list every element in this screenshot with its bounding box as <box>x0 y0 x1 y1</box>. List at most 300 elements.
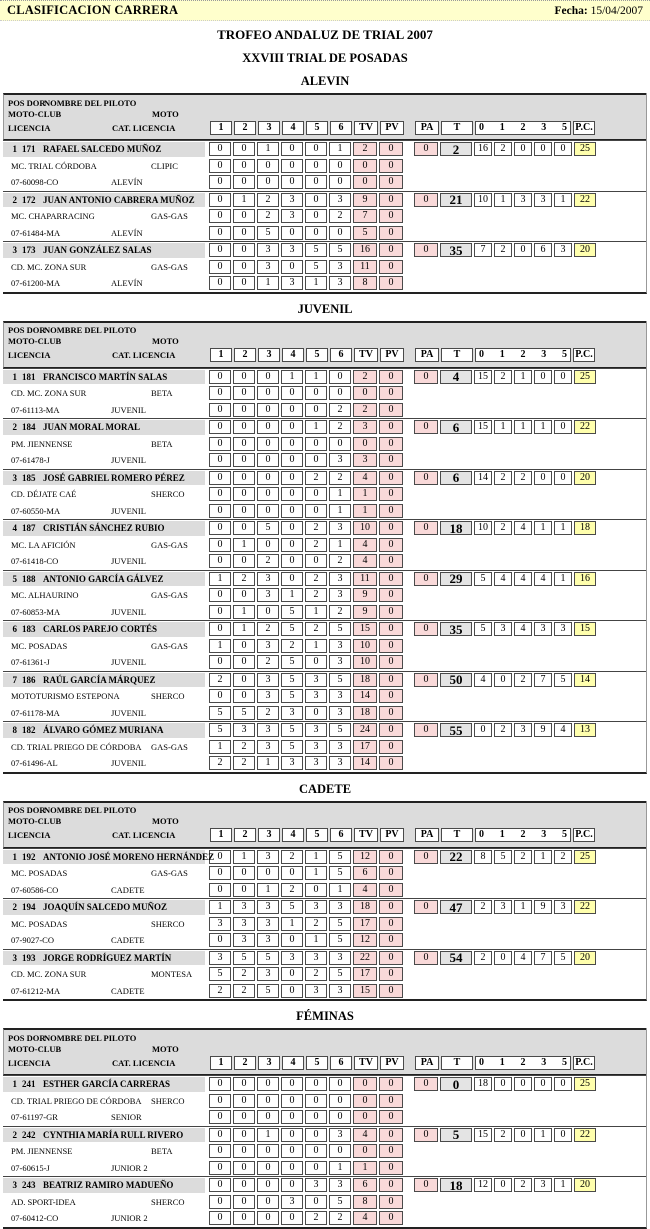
rider-licencia-line <box>3 174 646 191</box>
score-cell: 5 <box>329 673 351 687</box>
total-cell: 18 <box>440 1178 472 1192</box>
score-cell: 0 <box>281 1128 303 1142</box>
score-cell: 1 <box>281 588 303 602</box>
pa-cell: 0 <box>414 243 438 257</box>
score-cell: 3 <box>329 588 351 602</box>
rider-licencia-left <box>3 1109 209 1126</box>
pv-cell: 0 <box>379 1094 403 1108</box>
header-line-3 <box>4 119 646 136</box>
count-cell: 4 <box>514 521 532 535</box>
rider-club: MC. CHAPARRACING <box>11 211 95 222</box>
score-cell: 0 <box>233 673 255 687</box>
score-cell: 0 <box>305 1195 327 1209</box>
col-label-nombre: NOMBRE DEL PILOTO <box>44 1032 137 1043</box>
score-cell: 3 <box>257 588 279 602</box>
score-cell: 2 <box>233 984 255 998</box>
rider-row <box>3 191 646 242</box>
col-header-t: T <box>441 828 473 842</box>
total-cell: 22 <box>440 850 472 864</box>
count-cell: 10 <box>474 521 492 535</box>
col-label-moto-club: MOTO-CLUB <box>8 336 62 346</box>
count-cell: 14 <box>474 471 492 485</box>
score-cell: 3 <box>257 572 279 586</box>
tv-cell: 0 <box>353 437 377 451</box>
score-cell: 5 <box>281 740 303 754</box>
tv-cell: 4 <box>353 1211 377 1225</box>
score-cell: 0 <box>209 622 231 636</box>
rider-row <box>3 241 646 292</box>
col-header-tv: TV <box>354 1056 378 1070</box>
score-cell: 5 <box>281 655 303 669</box>
score-cell: 0 <box>209 453 231 467</box>
rider-licencia-left <box>3 654 209 671</box>
count-cell: 1 <box>514 900 532 914</box>
score-cell: 1 <box>329 487 351 501</box>
rider-cat-licencia: CADETE <box>111 935 145 946</box>
score-cell: 3 <box>329 900 351 914</box>
score-cell: 0 <box>281 967 303 981</box>
score-cell: 3 <box>329 639 351 653</box>
rider-club-left <box>3 1194 209 1211</box>
score-cell: 2 <box>209 673 231 687</box>
score-cell: 3 <box>281 706 303 720</box>
rider-licencia-left <box>3 983 209 1000</box>
tv-cell: 10 <box>353 521 377 535</box>
col-label-cat-licencia: CAT. LICENCIA <box>112 350 176 360</box>
rider-club-left <box>3 966 209 983</box>
rider-main-line <box>3 571 646 588</box>
count-cell: 0 <box>554 420 572 434</box>
score-cell: 0 <box>233 276 255 290</box>
col-header-section-2: 2 <box>234 121 256 135</box>
count-cell: 3 <box>514 723 532 737</box>
score-cell: 0 <box>233 370 255 384</box>
pv-cell: 0 <box>379 142 403 156</box>
tv-cell: 12 <box>353 933 377 947</box>
rider-licencia-left <box>3 1160 209 1177</box>
col-header-section-5: 5 <box>306 1056 328 1070</box>
score-cell: 3 <box>329 706 351 720</box>
score-cell: 5 <box>257 951 279 965</box>
score-cell: 0 <box>233 1110 255 1124</box>
score-cell: 0 <box>305 1128 327 1142</box>
pa-cell: 0 <box>414 142 438 156</box>
score-cell: 1 <box>257 276 279 290</box>
score-cell: 0 <box>281 159 303 173</box>
rider-club: PM. JIENNENSE <box>11 1146 73 1157</box>
pv-cell: 0 <box>379 471 403 485</box>
score-cell: 1 <box>209 572 231 586</box>
score-cell: 2 <box>281 850 303 864</box>
rider-club: CD. DÉJATE CAÉ <box>11 489 77 500</box>
rider-moto: GAS-GAS <box>151 539 188 550</box>
score-cell: 3 <box>257 723 279 737</box>
event-title: TROFEO ANDALUZ DE TRIAL 2007 <box>217 27 433 42</box>
header-left <box>4 830 210 841</box>
rider-club-line <box>3 1194 646 1211</box>
count-cell: 2 <box>514 471 532 485</box>
rider-pos: 1 <box>12 371 17 382</box>
score-cell: 0 <box>329 226 351 240</box>
count-col-header: 1 <box>499 121 505 133</box>
score-cell: 0 <box>233 1144 255 1158</box>
score-cell: 3 <box>257 673 279 687</box>
count-cell: 7 <box>474 243 492 257</box>
score-cell: 0 <box>233 1178 255 1192</box>
pa-cell: 0 <box>414 622 438 636</box>
rider-licencia-left <box>3 1210 209 1227</box>
col-header-section-3: 3 <box>258 121 280 135</box>
pv-cell: 0 <box>379 756 403 770</box>
score-cell: 1 <box>209 740 231 754</box>
score-cell: 2 <box>329 403 351 417</box>
count-cell: 4 <box>474 673 492 687</box>
count-col-header: 2 <box>520 1056 526 1068</box>
rider-name-band <box>3 572 205 587</box>
score-cell: 3 <box>305 723 327 737</box>
rider-name: CRISTIÁN SÁNCHEZ RUBIO <box>43 523 165 534</box>
pv-cell: 0 <box>379 226 403 240</box>
event-subtitle: XXVIII TRIAL DE POSADAS <box>242 51 408 65</box>
fecha-label: Fecha: <box>554 4 588 17</box>
count-col-header: 5 <box>562 829 567 840</box>
col-header-pa: PA <box>415 348 439 362</box>
rider-row <box>3 519 646 570</box>
rider-row <box>3 1075 646 1126</box>
score-cell: 0 <box>281 933 303 947</box>
col-header-pv: PV <box>380 121 404 135</box>
sections-container <box>0 74 650 1229</box>
rider-cat-licencia: SENIOR <box>111 1112 142 1123</box>
rider-licencia: 07-61197-GR <box>11 1112 58 1123</box>
score-cell: 0 <box>233 1077 255 1091</box>
pv-cell: 0 <box>379 370 403 384</box>
score-cell: 0 <box>209 1178 231 1192</box>
rider-dorsal: 241 <box>22 1079 36 1090</box>
tv-cell: 4 <box>353 471 377 485</box>
score-cell: 3 <box>257 243 279 257</box>
results-table <box>3 93 647 294</box>
score-cell: 5 <box>329 622 351 636</box>
score-cell: 0 <box>329 1077 351 1091</box>
score-cell: 0 <box>209 1211 231 1225</box>
count-cell: 2 <box>494 243 512 257</box>
score-cell: 5 <box>257 984 279 998</box>
score-cell: 1 <box>209 900 231 914</box>
count-cell: 5 <box>474 622 492 636</box>
points-cell: 14 <box>574 673 596 687</box>
tv-cell: 2 <box>353 403 377 417</box>
rider-licencia-line <box>3 503 646 520</box>
score-cell: 0 <box>233 420 255 434</box>
count-cell: 2 <box>514 673 532 687</box>
count-cell: 3 <box>494 622 512 636</box>
score-cell: 0 <box>305 1161 327 1175</box>
rider-row <box>3 848 646 899</box>
col-header-pv: PV <box>380 348 404 362</box>
tv-cell: 0 <box>353 386 377 400</box>
score-cell: 0 <box>281 403 303 417</box>
score-cell: 0 <box>233 403 255 417</box>
score-cell: 3 <box>305 689 327 703</box>
score-cell: 0 <box>281 504 303 518</box>
score-cell: 2 <box>209 984 231 998</box>
pa-cell: 0 <box>414 1128 438 1142</box>
score-cell: 0 <box>233 487 255 501</box>
points-cell: 25 <box>574 370 596 384</box>
tv-cell: 7 <box>353 209 377 223</box>
rider-row <box>3 1176 646 1227</box>
score-cell: 1 <box>329 1161 351 1175</box>
score-cell: 0 <box>209 655 231 669</box>
pa-cell: 0 <box>414 1178 438 1192</box>
col-header-tv: TV <box>354 121 378 135</box>
rider-club-line <box>3 865 646 882</box>
header-line-2 <box>4 108 646 119</box>
table-header <box>3 93 646 140</box>
score-cell: 0 <box>257 420 279 434</box>
score-cell: 1 <box>305 370 327 384</box>
score-cell: 0 <box>233 1211 255 1225</box>
tv-cell: 17 <box>353 740 377 754</box>
rider-licencia: 07-60586-CO <box>11 884 59 895</box>
score-cell: 0 <box>305 226 327 240</box>
rider-licencia: 07-60412-CO <box>11 1213 59 1224</box>
count-cell: 0 <box>554 1128 572 1142</box>
score-cell: 5 <box>233 706 255 720</box>
count-cell: 12 <box>474 1178 492 1192</box>
col-header-section-1: 1 <box>210 121 232 135</box>
rider-club-left <box>3 1143 209 1160</box>
score-cell: 0 <box>329 1144 351 1158</box>
points-cell: 20 <box>574 951 596 965</box>
rider-row <box>3 620 646 671</box>
rider-main-left <box>3 470 209 487</box>
header-line-2 <box>4 1043 646 1054</box>
tv-cell: 15 <box>353 622 377 636</box>
count-cell: 1 <box>554 1178 572 1192</box>
tv-cell: 4 <box>353 538 377 552</box>
score-cell: 0 <box>233 260 255 274</box>
pa-cell: 0 <box>414 1077 438 1091</box>
col-label-licencia: LICENCIA <box>8 122 51 133</box>
score-cell: 1 <box>281 370 303 384</box>
total-cell: 6 <box>440 420 472 434</box>
tv-cell: 9 <box>353 588 377 602</box>
count-cell: 0 <box>534 142 552 156</box>
header-left <box>4 122 210 133</box>
pv-cell: 0 <box>379 572 403 586</box>
rider-licencia-line <box>3 553 646 570</box>
score-cell: 3 <box>257 260 279 274</box>
rider-club-left <box>3 486 209 503</box>
count-cell: 3 <box>554 900 572 914</box>
score-cell: 0 <box>281 453 303 467</box>
score-cell: 0 <box>305 554 327 568</box>
score-cell: 3 <box>281 1195 303 1209</box>
rider-club-left <box>3 739 209 756</box>
pv-cell: 0 <box>379 673 403 687</box>
rider-row <box>3 140 646 191</box>
rider-name-band <box>3 420 205 435</box>
rider-main-line <box>3 1127 646 1144</box>
score-cell: 0 <box>329 1110 351 1124</box>
score-cell: 3 <box>281 756 303 770</box>
rider-name-band <box>3 521 205 536</box>
pv-cell: 0 <box>379 420 403 434</box>
rider-main-left <box>3 1177 209 1194</box>
score-cell: 0 <box>233 689 255 703</box>
col-label-licencia: LICENCIA <box>8 350 51 360</box>
score-cell: 0 <box>209 193 231 207</box>
score-cell: 5 <box>329 723 351 737</box>
points-cell: 25 <box>574 850 596 864</box>
section-1 <box>0 302 650 774</box>
score-cell: 0 <box>281 420 303 434</box>
tv-cell: 4 <box>353 883 377 897</box>
tv-cell: 0 <box>353 159 377 173</box>
score-cell: 0 <box>281 487 303 501</box>
rider-name: ÁLVARO GÓMEZ MURIANA <box>43 725 164 736</box>
rider-club-left <box>3 916 209 933</box>
count-cell: 15 <box>474 1128 492 1142</box>
rider-licencia: 07-61361-J <box>11 657 50 668</box>
score-cell: 0 <box>233 504 255 518</box>
section-title: FÉMINAS <box>296 1009 354 1023</box>
pv-cell: 0 <box>379 605 403 619</box>
rider-club-line <box>3 739 646 756</box>
count-cell: 9 <box>534 723 552 737</box>
tv-cell: 6 <box>353 1178 377 1192</box>
score-cell: 0 <box>233 883 255 897</box>
count-cell: 0 <box>494 1077 512 1091</box>
score-cell: 2 <box>233 572 255 586</box>
total-cell: 47 <box>440 900 472 914</box>
score-cell: 0 <box>233 1094 255 1108</box>
score-cell: 3 <box>305 756 327 770</box>
rider-moto: CLIPIC <box>151 160 178 171</box>
count-cell: 0 <box>514 1077 532 1091</box>
score-cell: 0 <box>305 487 327 501</box>
count-cell: 10 <box>474 193 492 207</box>
col-header-counts <box>475 1056 571 1070</box>
rider-main-line <box>3 672 646 689</box>
score-cell: 0 <box>257 487 279 501</box>
score-cell: 5 <box>329 243 351 257</box>
score-cell: 2 <box>329 420 351 434</box>
rider-main-left <box>3 672 209 689</box>
total-cell: 35 <box>440 243 472 257</box>
rider-main-left <box>3 369 209 386</box>
rider-row <box>3 418 646 469</box>
rider-name-band <box>3 471 205 486</box>
score-cell: 0 <box>329 370 351 384</box>
header-left <box>4 350 210 361</box>
score-cell: 2 <box>329 554 351 568</box>
rider-pos: 2 <box>12 1129 17 1140</box>
count-cell: 0 <box>494 1178 512 1192</box>
points-cell: 15 <box>574 622 596 636</box>
count-col-header: 0 <box>479 121 484 133</box>
rider-name: JUAN GONZÁLEZ SALAS <box>43 245 152 256</box>
rider-main-line <box>3 849 646 866</box>
results-table <box>3 1028 647 1229</box>
score-cell: 2 <box>305 622 327 636</box>
score-cell: 3 <box>329 655 351 669</box>
rider-club-line <box>3 916 646 933</box>
rider-row <box>3 469 646 520</box>
rider-club-line <box>3 158 646 175</box>
score-cell: 0 <box>209 933 231 947</box>
rider-licencia-line <box>3 225 646 242</box>
total-cell: 55 <box>440 723 472 737</box>
rider-name: ANTONIO GARCÍA GÁLVEZ <box>43 573 164 584</box>
rider-club: MOTOTURISMO ESTEPONA <box>11 691 120 702</box>
rider-club-line <box>3 259 646 276</box>
score-cell: 3 <box>281 276 303 290</box>
rider-licencia: 07-60853-MA <box>11 606 61 617</box>
rider-licencia-line <box>3 932 646 949</box>
score-cell: 2 <box>257 554 279 568</box>
pv-cell: 0 <box>379 588 403 602</box>
col-header-counts <box>475 121 571 135</box>
pv-cell: 0 <box>379 554 403 568</box>
count-cell: 8 <box>474 850 492 864</box>
rider-club-line <box>3 587 646 604</box>
col-label-pos-dor: POS DOR <box>8 325 46 335</box>
score-cell: 0 <box>233 1195 255 1209</box>
col-header-section-5: 5 <box>306 828 328 842</box>
rider-cat-licencia: JUVENIL <box>111 758 146 769</box>
score-cell: 2 <box>305 1211 327 1225</box>
rider-name-band <box>3 622 205 637</box>
tv-cell: 9 <box>353 605 377 619</box>
total-cell: 18 <box>440 521 472 535</box>
rider-dorsal: 181 <box>22 371 36 382</box>
rider-club: CD. MC. ZONA SUR <box>11 969 87 980</box>
pv-cell: 0 <box>379 386 403 400</box>
score-cell: 0 <box>281 538 303 552</box>
col-header-section-6: 6 <box>330 828 352 842</box>
tv-cell: 5 <box>353 226 377 240</box>
score-cell: 0 <box>209 1161 231 1175</box>
rider-licencia: 07-60098-CO <box>11 177 59 188</box>
count-cell: 7 <box>534 673 552 687</box>
tv-cell: 17 <box>353 917 377 931</box>
score-cell: 2 <box>281 883 303 897</box>
score-cell: 0 <box>209 1144 231 1158</box>
count-cell: 1 <box>514 370 532 384</box>
score-cell: 2 <box>305 521 327 535</box>
count-cell: 4 <box>534 572 552 586</box>
tv-cell: 3 <box>353 453 377 467</box>
rider-licencia-line <box>3 983 646 1000</box>
count-cell: 9 <box>534 900 552 914</box>
score-cell: 2 <box>257 655 279 669</box>
score-cell: 5 <box>329 917 351 931</box>
rider-cat-licencia: JUVENIL <box>111 556 146 567</box>
rider-licencia-line <box>3 882 646 899</box>
score-cell: 0 <box>281 1110 303 1124</box>
score-cell: 3 <box>305 740 327 754</box>
pa-cell: 0 <box>414 521 438 535</box>
count-cell: 4 <box>554 723 572 737</box>
score-cell: 0 <box>257 437 279 451</box>
pv-cell: 0 <box>379 1077 403 1091</box>
rider-club-left <box>3 158 209 175</box>
rider-pos: 6 <box>12 624 17 635</box>
col-header-counts <box>475 828 571 842</box>
